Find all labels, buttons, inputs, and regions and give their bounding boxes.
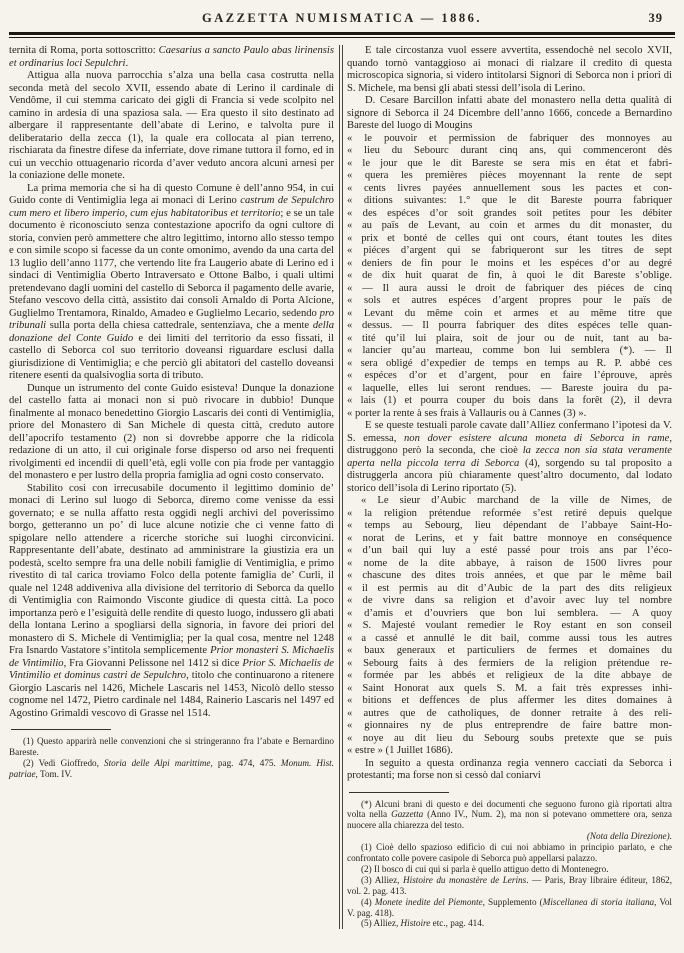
paragraph: [9, 70, 334, 183]
quote-line: « prix et bonté de celles qui ont cours, étant toutes les dites: [347, 232, 672, 244]
quote-line: « sols et autres espéces d’argent propres pour le païs de: [347, 295, 672, 306]
quote-line: « bitions et deffences de plus affermer les dites domaines à: [347, 695, 672, 706]
quote-line: « formée par les abbés et religieux de la dite abbaye de: [347, 670, 672, 681]
quote-line: « Saint Honorat aux quels S. M. a fait très expresses inhi-: [347, 682, 672, 694]
quote-line: « piéces d’argent qui se fabriqueront sur les titres de sept: [347, 245, 672, 256]
text-run: , Fra Giovanni Pelissone nel 1412 si dice: [63, 657, 243, 669]
quote-line: « lieu du Sebourc durant cinq ans, qui commenceront dès: [347, 145, 672, 156]
footnote-separator-rule: [11, 729, 111, 730]
text-run: D. Cesare Barcillon infatti abate del monastero nella detta qualità di signore di Seborca il 24 Dicembre dell’anno 1666, concede a Bernardino Bareste del luogo di Mougins: [347, 95, 672, 131]
quote-line: « d’amis et d’ouvriers que bon lui semblera. — A quoy: [347, 607, 672, 619]
quote-line: « laquelle, elles lui seront rendues. — Bareste jouira du pa-: [347, 382, 672, 394]
paragraph: [347, 758, 672, 783]
quote-line: « temps au Sebourg, lieu dépendant de l’abbaye Saint-Ho-: [347, 520, 672, 531]
two-column-body: [9, 45, 675, 929]
quote-line: « sera obligé d’expedier de temps en temps au R. P. abbé ces: [347, 357, 672, 369]
text-run: etc., pag. 414.: [430, 918, 485, 929]
column-divider-rule: [339, 45, 343, 929]
page-header: [9, 6, 675, 30]
footnote: [9, 758, 334, 780]
text-run: e dei limiti del territorio da esso fissati, il castello di Seborca col suo territorio doveansi riguardare esclusi dalla giurisdizione di Ventimiglia; e che perciò gli abitatori del castello doveansi ritenere esenti da qualsivoglia sorta di tributo.: [9, 332, 334, 381]
italic-text: Prior monasteri S. Michaelis de Vintimilio: [9, 645, 335, 669]
quote-line: « le jour que le dit Bareste se sera mis en état et fabri-: [347, 157, 672, 169]
italic-text: Storia delle Alpi marittime: [104, 757, 211, 768]
paragraph: [9, 183, 334, 383]
right-column: [347, 45, 672, 929]
quote-line: « Levant du même coin et armes et au même titre que: [347, 307, 672, 319]
footnote-separator-rule: [349, 792, 449, 793]
text-run: Attigua alla nuova parrocchia s’alza una bella casa costrutta nella seconda metà del secolo XVII, essendo abate di Lerino il cardinale di Vendôme, il cui stemma caricato dei gigli di Francia si vede scolpito nel camino in ardesia di una spaziosa sala. — Era questo il sito destinato ad albergare il rappresentante dell’abate di Lerino, e talvolta pure il deliberatario della zecca (1), la quale era collocata al pian terreno, rischiarata da finestre difese da inferriate, dove rimane tuttora il forno, ed in cui un vecchio ottuagenario ricorda d’aver veduto ancora alcuni arnesi per la coniazione delle monete.: [9, 70, 334, 181]
italic-text: Caesarius a sancto Paulo abas lirinensis et ordinarius loci Sepulchri: [9, 45, 334, 69]
quote-line: « porter la rente à ses frais à Vallauris ou à Cannes (3) ».: [347, 407, 587, 419]
page-number: 39: [648, 11, 663, 25]
text-run: Dunque un istrumento del conte Guido esisteva! Dunque la donazione del castello fatta ai monaci non si può rivocare in dubbio! Dunque finalmente al monaco benedettino Giorgio Lascaris dei conti di Ventimiglia, priore del Monastero di San Michele di questa città, creduto autore dell’apocrifo testamento (2) non si dovrebbe apporre che la ridicola redazione di un atto, il cui originale forse disperso od arso nei frequenti rivolgimenti ed incendii di quell’età, egli volle con pia frode per vantaggio del monastero e per lustro della propria famiglia ad ogni costo conservato.: [9, 382, 334, 481]
quote-line: « des espéces d’or soit grandes soit petites pour les débiter: [347, 207, 672, 219]
quote-line: « de vivre dans sa religion et d’avoir avec luy tel nombre: [347, 595, 672, 606]
quote-line: « dessus. — Il pourra fabriquer des dites espéces telle quan-: [347, 320, 672, 331]
quote-line: « Sebourg faits à des fermiers de la religion prétendue re-: [347, 657, 672, 669]
quote-line: « autres que de catholiques, de donner retraite à des reli-: [347, 707, 672, 719]
paragraph: [9, 45, 334, 70]
text-run: , Supplemento (: [482, 896, 543, 907]
text-run: ternita di Roma, porta sottoscritto:: [9, 45, 159, 56]
italic-text: Miscellanea di storia italiana: [542, 896, 655, 907]
text-run: (5) Alliez,: [361, 918, 401, 929]
text-run: (*) Alcuni brani di questo e dei documenti che seguono furono già riportati altra volta nella: [347, 798, 672, 820]
footnote-attribution: (Nota della Direzione).: [586, 831, 672, 842]
quote-line: « cents livres payées annuellement sous les pactes et con-: [347, 182, 672, 194]
paragraph: [347, 420, 672, 495]
quote-line: « nome de la dite abbaye, à raison de 1500 livres pour: [347, 557, 672, 569]
quote-line: « la religion prétendue reformée s’est retiré depuis quelque: [347, 507, 672, 519]
quote-line: « S. Majesté voulant remedier le Roy estant en son conseil: [347, 620, 672, 631]
footnote: [347, 875, 672, 897]
quoted-passage: [347, 495, 672, 758]
text-run: E tale circostanza vuol essere avvertita, essendochè nel secolo XVII, quando tornò vantaggioso ai monaci di rialzare il credito di questa microscopica signoria, si videro intitolarsi Signori di Seborca non i priori di S. Michele, ma bensì gli abati stessi dell’isola di Lerino.: [347, 45, 672, 94]
text-run: Stabilito così con irrecusabile documento il legittimo dominio de’ monaci di Lerino sul luogo di Seborca, diremo come venisse da essi governato; e se nulla affatto resta oggidì negli archivi del poverissimo borgo, getteranno un po’ di luce alcune notizie che ci venne fatto di spigolare nello attendere a ricerche storiche sui luoghi circonvicini. Rappresentante dell’abate, destinato ad amministrare la giustizia era un podestà, scelto sempre fra una delle nobili famiglie di Ventimiglia, e primo rivestito di tal carica troviamo Folco della potente famiglia de’ Curli, il quale nel 1248 addiveniva alla divisione del territorio di Seborca da quello di Ventimiglia con Raimondo Visconte giudice di questa città. La poco importanza però e l’esiguità delle rendite di questo luogo, indussero gli abati della lontana Lerino a spogliarsi della signoria, in favore dei priori del monastero di S. Michele di Ventimiglia; per la qual cosa, mentre nel 1248 Fra Isnardo Vastatore s’intitola semplicemente: [9, 482, 334, 656]
italic-text: della donazione del Conte Guido: [9, 320, 334, 344]
text-run: (1) Cioè dello spazioso edificio di cui noi abbiamo in principio parlato, e che confrontato colle povere casipole di Seborca può appellarsi palazzo.: [347, 842, 672, 864]
text-run: , pag. 474, 475.: [210, 757, 281, 768]
italic-text: la zecca non sia stata veramente aperta nella piccola terra di Seborca: [347, 445, 672, 469]
text-run: (1) Questo apparirà nelle convenzioni che si stringeranno fra l’abate e Bernardino Bareste.: [9, 736, 334, 757]
text-run: sulla porta della chiesa cattedrale, sentenziava, che a mente: [46, 320, 313, 331]
text-run: . — Paris, Bray libraire éditeur, 1862, vol. 2. pag. 413.: [347, 874, 673, 896]
text-run: (4): [361, 896, 375, 907]
italic-text: pro tribunali: [9, 307, 334, 331]
text-run: (Anno IV., Num. 2), ma non si potevano ommettere ora, senza nuocere alla chiarezza del testo.: [347, 809, 672, 831]
text-run: (2) Il bosco di cui qui si parla è quello attiguo detto di Montenegro.: [361, 863, 609, 874]
footnote: [347, 897, 672, 919]
text-run: ; e se un tale documento è riconosciuto senza contestazione apocrifo da ogni cultore di storia, convien però ammettere che altro legittimo, intorno allo stesso tempo e con simile scopo si facesse da un conte omonimo, avendo da una carta del 13 luglio dell’anno 1177, che vertendo lite fra Laugerio abate di Lerino ed i sindaci di Ventimiglia Oberto Intraversato e Ottone Balbo, i quali ultimi pretendevano dagli uomini del castello di Seborca il pagamento delle avarie, Stefano vescovo della città, assistito dai consoli Arnaldo di Porta Alcione, Guglielmo Trentamora, Rinaldo, Amadeo e Guglielmo Lecario, sedendo: [9, 207, 334, 319]
text-run: , distruggono però la seconda, che cioè: [347, 432, 672, 456]
paragraph: [9, 483, 334, 721]
italic-text: non dover esistere alcuna moneta di Seborca in rame: [403, 432, 670, 444]
journal-title: GAZZETTA NUMISMATICA — 1886.: [202, 11, 482, 25]
italic-text: Prior S. Michaelis de Vintimilio et dominus castri de Sepulchro: [9, 657, 334, 681]
text-run: , Tom. IV.: [35, 768, 73, 779]
italic-text: Histoire du monastère de Lerins: [403, 874, 527, 885]
quote-line: « d’un bail qui luy a esté passé pour trois ans par l’éco-: [347, 545, 672, 556]
quote-line: « quera les premières pièces moyennant la rente de sept: [347, 170, 672, 181]
italic-text: castrum de Sepulchro cum mero et libero imperio, cum ejus habitatoribus et territorio: [9, 195, 334, 219]
quote-line: « baux generaux et particuliers de fermes et domaines du: [347, 645, 672, 656]
quote-line: « le pouvoir et permission de fabriquer des monnoyes au: [347, 132, 672, 144]
quote-line: « tité qu’il lui plaira, soit de jour ou de nuit, tant au ba-: [347, 332, 672, 344]
footnote: [347, 864, 672, 875]
text-run: , titolo che continuarono a ritenere Giorgio Lascaris nel 1426, Michele Lascaris nel 1453, Nicolò dello stesso cognome nel 1472, Pietro cardinale nel 1484, Rainerio Lascaris nel 1497 ed Agostino Grimaldi vescovo di Grasse nel 1514.: [9, 670, 334, 719]
quote-line: « norat de Lerins, et y fait battre monnoye en conséquence: [347, 532, 672, 544]
text-run: , Vol V. pag. 418).: [347, 896, 672, 918]
quote-line: « Le sieur d’Aubic marchand de la ville de Nimes, de: [361, 495, 672, 506]
quote-line: « ditions suivantes: 1.° que le dit Bareste pourra fabriquer: [347, 195, 672, 206]
paragraph: [347, 45, 672, 95]
footnotes: [347, 799, 672, 930]
quote-line: « chascune des dites trois années, et que par le même bail: [347, 570, 672, 581]
quote-line: « il est permis au dit d’Aubic de la part des dits religieux: [347, 582, 672, 594]
text-run: .: [125, 57, 129, 69]
italic-text: Monete inedite del Piemonte: [374, 896, 483, 907]
italic-text: Monum. Hist. patriae: [9, 757, 334, 779]
footnotes: [9, 736, 334, 780]
quote-line: « de dix huit quarat de fin, à quoi le dit Bareste s’oblige.: [347, 270, 672, 281]
footnote: [347, 799, 672, 832]
text-run: In seguito a questa ordinanza regia vennero cacciati da Seborca i protestanti; ma forse non si cessò dal coniarvi: [347, 757, 672, 781]
footnote: [9, 736, 334, 758]
paragraph: [9, 383, 334, 483]
text-run: La prima memoria che si ha di questo Comune è dell’anno 954, in cui Guido conte di Ventimiglia lega ai monaci di Lerino: [9, 182, 334, 206]
quote-line: « au païs de Levant, au coin et armes du dit monaster, du: [347, 220, 672, 231]
footnote: [347, 918, 672, 929]
quote-line: « estre » (1 Juillet 1686).: [347, 745, 453, 756]
quote-line: « — Il aura aussi le droit de fabriquer des piéces de cinq: [347, 282, 672, 294]
text-run: (4), sorgendo su tal proposito a distruggerla ancora più chiaramente quest’altro documento, dal lodato storico dell’isola di Lerino riportato (5).: [347, 457, 672, 494]
quoted-passage: [347, 133, 672, 421]
footnote: [347, 842, 672, 864]
paragraph: [347, 95, 672, 133]
quote-line: « espéces d’or et d’argent, pour en faire l’éprouve, après: [347, 370, 672, 381]
italic-text: Gazzetta: [391, 809, 424, 820]
quote-line: « lancier qu’au marteau, comme bon lui semblera (*). — Il: [347, 345, 672, 356]
quote-line: « lais (1) et pourra couper du bois dans la forêt (2), il devra: [347, 395, 672, 406]
italic-text: Histoire: [400, 918, 431, 929]
text-run: (2) Vedi Gioffredo,: [23, 757, 105, 768]
text-run: (3) Alliez,: [361, 874, 404, 885]
text-run: E se queste testuali parole cavate dall’Alliez confermano l’ipotesi da V. S. emessa,: [347, 420, 672, 444]
header-rule: [9, 32, 675, 38]
quote-line: « noye au dit lieu du Sebourg soubs pretexte que se puis: [347, 732, 672, 744]
quote-line: « gionnaires ny de plus entreprendre de faire battre mon-: [347, 720, 672, 731]
quote-line: « a cassé et annullé le dit bail, comme aussi tous les autres: [347, 632, 672, 644]
quote-line: « deniers de fin pour le moins et les espéces d’or au degré: [347, 257, 672, 269]
left-column: [9, 45, 334, 929]
